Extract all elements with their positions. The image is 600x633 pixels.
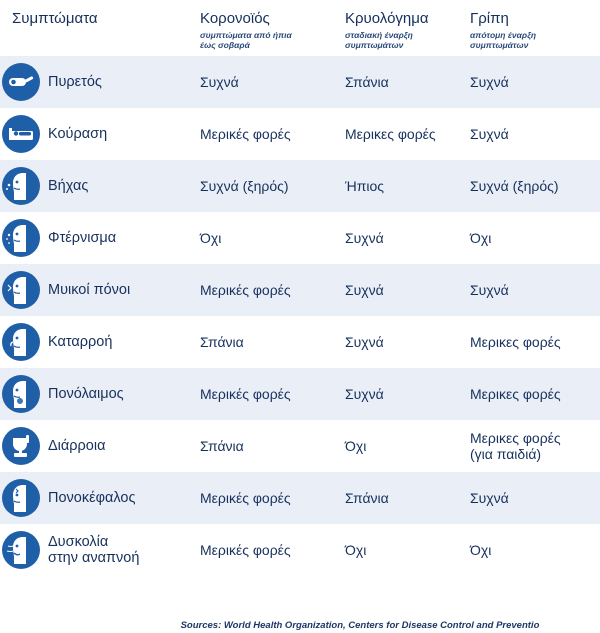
diarrhea-icon	[0, 427, 46, 465]
header-col-cold	[345, 10, 470, 50]
headache-icon	[0, 479, 46, 517]
symptom-label-line1: Δυσκολία	[48, 534, 109, 550]
coronavirus-value: Σπάνια	[200, 438, 244, 454]
table-body	[0, 56, 600, 576]
header-sub-coronavirus-line1: συμπτώματα από ήπια	[200, 30, 292, 40]
symptom-label: Κούραση	[48, 126, 108, 142]
coronavirus-value: Μερικές φορές	[200, 490, 291, 506]
cold-value: Όχι	[345, 542, 367, 558]
coronavirus-value: Σπάνια	[200, 334, 244, 350]
symptom-label: Πυρετός	[48, 74, 102, 90]
symptom-label: Καταρροή	[48, 334, 113, 350]
coronavirus-value: Μερικές φορές	[200, 386, 291, 402]
flu-value: Συχνά (ξηρός)	[470, 178, 559, 194]
header-sub-coronavirus	[200, 30, 339, 50]
header-sub-cold	[345, 30, 464, 50]
symptom-label	[46, 534, 200, 566]
sneeze-icon	[0, 219, 46, 257]
header-col-symptoms	[0, 10, 200, 27]
flu-value: Συχνά	[470, 126, 509, 142]
flu-value	[470, 430, 600, 462]
coronavirus-value: Μερικές φορές	[200, 282, 291, 298]
symptom-label: Βήχας	[48, 178, 89, 194]
flu-value: Συχνά	[470, 490, 509, 506]
symptom-label: Φτέρνισμα	[48, 230, 117, 246]
flu-value: Όχι	[470, 230, 492, 246]
header-title-cold: Κρυολόγημα	[345, 10, 429, 27]
symptom-label: Πονόλαιμος	[48, 386, 124, 402]
cold-value: Σπάνια	[345, 490, 389, 506]
table-row	[0, 108, 600, 160]
table-row	[0, 524, 600, 576]
table-row	[0, 264, 600, 316]
header-col-coronavirus	[200, 10, 345, 50]
flu-value: Συχνά	[470, 74, 509, 90]
flu-value: Όχι	[470, 542, 492, 558]
cold-value: Συχνά	[345, 282, 384, 298]
cold-value: Μερικες φορές	[345, 126, 436, 142]
cold-value: Όχι	[345, 438, 367, 454]
runny-nose-icon	[0, 323, 46, 361]
coronavirus-value: Συχνά (ξηρός)	[200, 178, 289, 194]
cough-icon	[0, 167, 46, 205]
cold-value: Συχνά	[345, 386, 384, 402]
table-header	[0, 0, 600, 56]
flu-value: Μερικες φορές	[470, 386, 561, 402]
sore-throat-icon	[0, 375, 46, 413]
header-sub-flu-line1: απότομη έναρξη	[470, 30, 537, 40]
header-sub-coronavirus-line2: έως σοβαρά	[200, 40, 250, 50]
cold-value: Συχνά	[345, 334, 384, 350]
table-row	[0, 316, 600, 368]
thermometer-icon	[0, 63, 46, 101]
table-row	[0, 160, 600, 212]
table-row	[0, 212, 600, 264]
header-title-symptoms: Συμπτώματα	[12, 10, 98, 27]
header-sub-cold-line2: συμπτωμάτων	[345, 40, 404, 50]
table-row	[0, 472, 600, 524]
coronavirus-value: Συχνά	[200, 74, 239, 90]
table-row	[0, 368, 600, 420]
breathing-difficulty-icon	[0, 531, 46, 569]
header-sub-flu	[470, 30, 594, 50]
header-sub-cold-line1: σταδιακή έναρξη	[345, 30, 413, 40]
body-aches-icon	[0, 271, 46, 309]
header-title-flu: Γρίπη	[470, 10, 509, 27]
coronavirus-value: Μερικές φορές	[200, 542, 291, 558]
symptom-label: Μυικοί πόνοι	[48, 282, 131, 298]
flu-value-line1: Μερικες φορές	[470, 430, 561, 446]
symptom-label: Πονοκέφαλος	[48, 490, 136, 506]
cold-value: Ήπιος	[345, 178, 385, 194]
header-title-coronavirus: Κορονοϊός	[200, 10, 270, 27]
table-row	[0, 56, 600, 108]
coronavirus-value: Μερικές φορές	[200, 126, 291, 142]
bed-rest-icon	[0, 115, 46, 153]
header-col-flu	[470, 10, 600, 50]
cold-value: Συχνά	[345, 230, 384, 246]
cold-value: Σπάνια	[345, 74, 389, 90]
table-row	[0, 420, 600, 472]
flu-value: Συχνά	[470, 282, 509, 298]
sources-note: Sources: World Health Organization, Centers for Disease Control and Preventio	[180, 620, 540, 631]
symptom-label-line2: στην αναπνοή	[48, 550, 140, 566]
symptom-label: Διάρροια	[48, 438, 106, 454]
header-sub-flu-line2: συμπτωμάτων	[470, 40, 529, 50]
flu-value: Μερικες φορές	[470, 334, 561, 350]
coronavirus-value: Όχι	[200, 230, 222, 246]
flu-value-line2: (για παιδιά)	[470, 446, 542, 462]
